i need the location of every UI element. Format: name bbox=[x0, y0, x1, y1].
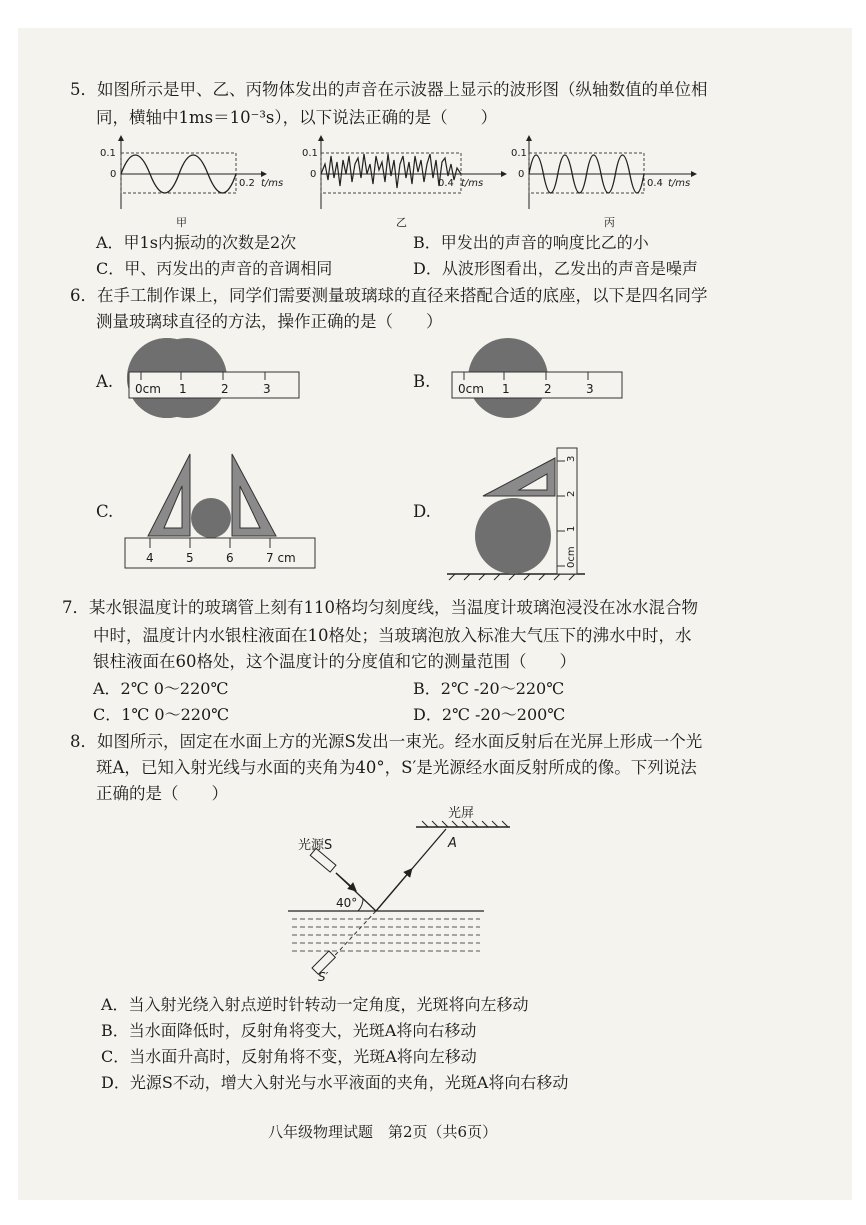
source-label: 光源S bbox=[298, 838, 333, 853]
q7-option-a: A．2℃ 0～220℃ bbox=[93, 679, 229, 698]
q8-reflection-figure bbox=[288, 805, 518, 983]
q7-line3: 银柱液面在60格处，这个温度计的分度值和它的测量范围（ ） bbox=[93, 652, 576, 671]
q7-line2: 中时，温度计内水银柱液面在10格处；当玻璃泡放入标准大气压下的沸水中时，水 bbox=[93, 626, 692, 645]
ruler-b-0: 0cm bbox=[458, 382, 484, 396]
q6-figure-d bbox=[445, 440, 595, 582]
angle-label: 40° bbox=[336, 896, 358, 910]
bing-origin: 0 bbox=[518, 169, 525, 180]
ruler-d-3: 3 bbox=[566, 455, 577, 462]
graph-bing bbox=[511, 136, 696, 229]
ruler-b-3: 3 bbox=[586, 382, 594, 396]
jia-label: 甲 bbox=[176, 216, 187, 229]
q5-option-c: C．甲、丙发出的声音的音调相同 bbox=[96, 259, 333, 278]
bing-xend: 0.4 bbox=[647, 178, 663, 189]
q7-option-d: D．2℃ -20～200℃ bbox=[413, 705, 566, 724]
jia-ytop: 0.1 bbox=[100, 148, 116, 159]
ruler-a-1: 1 bbox=[179, 382, 187, 396]
q5-option-b: B．甲发出的声音的响度比乙的小 bbox=[413, 233, 649, 252]
screen-label: 光屏 bbox=[448, 806, 475, 821]
q6-label-a: A. bbox=[96, 372, 114, 391]
q8-option-d: D．光源S不动，增大入射光与水平液面的夹角，光斑A将向右移动 bbox=[101, 1073, 569, 1092]
q8-line3: 正确的是（ ） bbox=[96, 784, 228, 803]
q6-figure-c bbox=[120, 448, 320, 572]
yi-label: 乙 bbox=[396, 216, 407, 229]
ruler-d-0: 0cm bbox=[566, 546, 577, 568]
yi-xunit: t/ms bbox=[461, 178, 484, 189]
graph-yi bbox=[302, 136, 506, 229]
q5-line1: 5．如图所示是甲、乙、丙物体发出的声音在示波器上显示的波形图（纵轴数值的单位相 bbox=[70, 80, 708, 99]
q6-label-b: B. bbox=[413, 372, 431, 391]
graph-jia bbox=[100, 136, 283, 229]
ruler-a-0: 0cm bbox=[135, 382, 161, 396]
jia-xunit: t/ms bbox=[261, 178, 284, 189]
q5-line2: 同，横轴中1ms＝10⁻³s），以下说法正确的是（ ） bbox=[96, 108, 498, 127]
ruler-b-1: 1 bbox=[502, 382, 510, 396]
jia-xend: 0.2 bbox=[239, 178, 255, 189]
q6-label-c: C. bbox=[96, 502, 114, 521]
q7-line1: 7．某水银温度计的玻璃管上刻有110格均匀刻度线，当温度计玻璃泡浸没在冰水混合物 bbox=[62, 598, 698, 617]
q8-line1: 8．如图所示，固定在水面上方的光源S发出一束光。经水面反射后在光屏上形成一个光 bbox=[70, 732, 703, 751]
ruler-d-2: 2 bbox=[566, 490, 577, 497]
ruler-c-0: 4 bbox=[146, 551, 154, 565]
yi-origin: 0 bbox=[310, 169, 317, 180]
jia-origin: 0 bbox=[110, 169, 117, 180]
q6-line2: 测量玻璃球直径的方法，操作正确的是（ ） bbox=[96, 312, 443, 331]
ruler-c-3: 7 cm bbox=[266, 551, 296, 565]
yi-ytop: 0.1 bbox=[302, 148, 318, 159]
q6-line1: 6．在手工制作课上，同学们需要测量玻璃球的直径来搭配合适的底座，以下是四名同学 bbox=[70, 286, 708, 305]
bing-label: 丙 bbox=[604, 216, 615, 229]
q6-label-d: D. bbox=[413, 502, 431, 521]
q5-option-d: D．从波形图看出，乙发出的声音是噪声 bbox=[413, 259, 698, 278]
q6-figure-b bbox=[448, 336, 628, 421]
ruler-c-2: 6 bbox=[226, 551, 234, 565]
yi-xend: 0.4 bbox=[438, 178, 454, 189]
q7-option-b: B．2℃ -20～220℃ bbox=[413, 679, 565, 698]
ruler-c-1: 5 bbox=[186, 551, 194, 565]
q8-option-c: C．当水面升高时，反射角将不变，光斑A将向左移动 bbox=[101, 1047, 477, 1066]
q8-option-b: B．当水面降低时，反射角将变大，光斑A将向右移动 bbox=[101, 1021, 477, 1040]
q5-waveforms bbox=[96, 134, 716, 234]
q7-option-c: C．1℃ 0～220℃ bbox=[93, 705, 230, 724]
q5-option-a: A．甲1s内振动的次数是2次 bbox=[96, 233, 297, 252]
q8-line2: 斑A，已知入射光线与水面的夹角为40°，S′是光源经水面反射所成的像。下列说法 bbox=[96, 758, 697, 777]
bing-xunit: t/ms bbox=[668, 178, 691, 189]
q6-figure-a bbox=[125, 336, 305, 421]
page-footer: 八年级物理试题 第2页（共6页） bbox=[268, 1123, 498, 1141]
ruler-b-2: 2 bbox=[544, 382, 552, 396]
bing-ytop: 0.1 bbox=[511, 148, 527, 159]
ruler-d-1: 1 bbox=[566, 525, 577, 532]
ruler-a-3: 3 bbox=[263, 382, 271, 396]
spot-label: A bbox=[448, 836, 457, 851]
ruler-a-2: 2 bbox=[221, 382, 229, 396]
q8-option-a: A．当入射光绕入射点逆时针转动一定角度，光斑将向左移动 bbox=[101, 995, 529, 1014]
image-label: S′ bbox=[318, 970, 329, 983]
